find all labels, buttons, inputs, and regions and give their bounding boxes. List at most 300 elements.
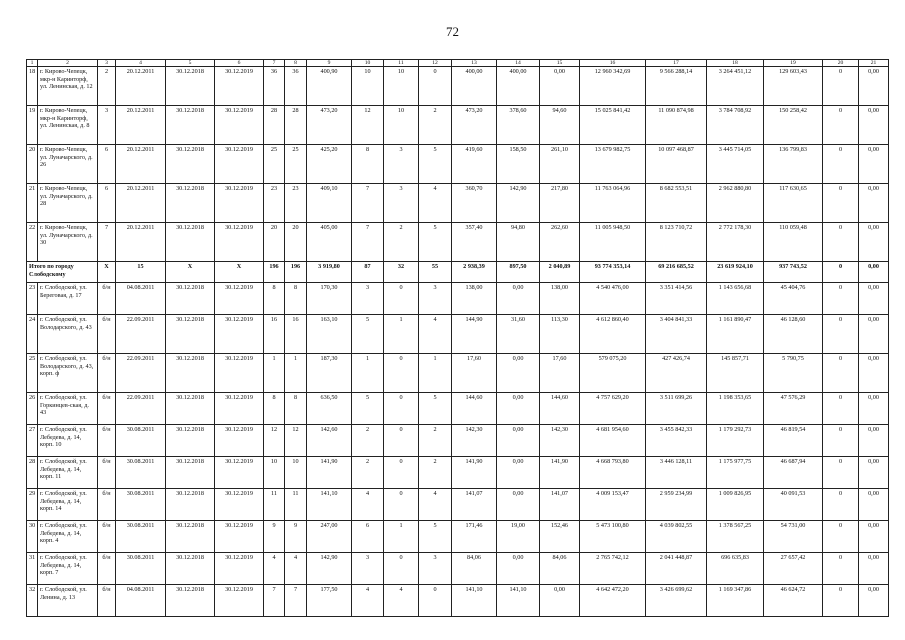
table-cell: 3 — [98, 106, 116, 145]
table-cell: 1 — [384, 315, 419, 354]
table-cell: б/н — [98, 315, 116, 354]
table-cell: 360,70 — [452, 184, 497, 223]
table-cell: 261,10 — [540, 145, 580, 184]
table-cell: 3 351 414,56 — [646, 283, 707, 315]
table-cell: 150 258,42 — [764, 106, 823, 145]
column-number-cell: 18 — [707, 60, 764, 67]
table-cell: 30.12.2018 — [166, 223, 215, 262]
table-cell: 113,30 — [540, 315, 580, 354]
table-cell: 3 445 714,05 — [707, 145, 764, 184]
table-cell: 15 025 841,42 — [580, 106, 646, 145]
table-cell: 30.12.2019 — [215, 393, 264, 425]
table-cell: 30.08.2011 — [116, 553, 166, 585]
table-cell: 0 — [823, 489, 859, 521]
table-cell: б/н — [98, 354, 116, 393]
table-cell: 28 — [264, 106, 285, 145]
table-cell: 2 962 880,80 — [707, 184, 764, 223]
table-cell: 30.08.2011 — [116, 521, 166, 553]
address-cell: г. Слободской, ул. Володарского, д. 43 — [38, 315, 98, 354]
table-cell: 636,50 — [307, 393, 352, 425]
table-cell: 46 819,54 — [764, 425, 823, 457]
table-cell: 0,00 — [859, 106, 889, 145]
table-cell: 138,00 — [540, 283, 580, 315]
table-cell: 23 — [27, 283, 38, 315]
table-cell: 25 — [285, 145, 307, 184]
table-cell: 145 857,71 — [707, 354, 764, 393]
column-number-cell: 16 — [580, 60, 646, 67]
table-cell: 2 765 742,12 — [580, 553, 646, 585]
table-cell: 0,00 — [859, 283, 889, 315]
table-cell: 3 — [352, 283, 384, 315]
table-cell: 1 198 353,65 — [707, 393, 764, 425]
table-cell: 93 774 353,14 — [580, 262, 646, 283]
table-cell: 23 — [264, 184, 285, 223]
table-cell: 4 — [419, 315, 452, 354]
table-cell: 10 — [264, 457, 285, 489]
table-cell: 20.12.2011 — [116, 106, 166, 145]
table-cell: 1 175 977,75 — [707, 457, 764, 489]
table-cell: 141,10 — [497, 585, 540, 617]
table-cell: 0 — [823, 521, 859, 553]
table-cell: 170,30 — [307, 283, 352, 315]
address-cell: г. Слободской, ул. Лебедева, д. 14, корп. 7 — [38, 553, 98, 585]
table-cell: 84,06 — [540, 553, 580, 585]
table-cell: 262,60 — [540, 223, 580, 262]
table-cell: 10 — [384, 67, 419, 106]
column-number-cell: 10 — [352, 60, 384, 67]
table-cell: 30.12.2018 — [166, 315, 215, 354]
table-cell: 0,00 — [859, 223, 889, 262]
table-cell: 0 — [823, 393, 859, 425]
table-cell: 3 446 128,11 — [646, 457, 707, 489]
table-cell: 12 — [285, 425, 307, 457]
table-cell: 5 — [352, 315, 384, 354]
table-cell: 2 — [419, 425, 452, 457]
table-cell: 4 668 793,80 — [580, 457, 646, 489]
column-number-cell: 11 — [384, 60, 419, 67]
table-cell: 20 — [264, 223, 285, 262]
column-number-cell: 3 — [98, 60, 116, 67]
table-cell: 5 — [419, 521, 452, 553]
table-cell: 36 — [285, 67, 307, 106]
table-cell: 0,00 — [497, 489, 540, 521]
table-cell: 4 — [285, 553, 307, 585]
table-cell: 152,46 — [540, 521, 580, 553]
table-cell: 141,90 — [540, 457, 580, 489]
column-number-cell: 2 — [38, 60, 98, 67]
table-cell: 21 — [27, 184, 38, 223]
table-cell: 2 040,89 — [540, 262, 580, 283]
table-cell: 0 — [384, 283, 419, 315]
table-cell: 0,00 — [540, 67, 580, 106]
table-cell: 4 — [352, 585, 384, 617]
table-cell: б/н — [98, 425, 116, 457]
column-number-cell: 8 — [285, 60, 307, 67]
table-cell: 2 — [384, 223, 419, 262]
table-cell: б/н — [98, 489, 116, 521]
table-cell: 579 075,20 — [580, 354, 646, 393]
table-cell: 0 — [384, 457, 419, 489]
table-cell: 13 679 982,75 — [580, 145, 646, 184]
table-cell: 30.12.2019 — [215, 223, 264, 262]
table-cell: 36 — [264, 67, 285, 106]
table-cell: 2 — [419, 106, 452, 145]
table-cell: 25 — [264, 145, 285, 184]
table-cell: 0,00 — [859, 315, 889, 354]
table-cell: 1 143 656,68 — [707, 283, 764, 315]
table-cell: 22.09.2011 — [116, 354, 166, 393]
table-cell: 11 090 874,98 — [646, 106, 707, 145]
table-cell: 30.12.2018 — [166, 106, 215, 145]
table-cell: 0,00 — [497, 425, 540, 457]
table-cell: 0 — [384, 354, 419, 393]
table-cell: 0,00 — [859, 145, 889, 184]
address-cell: г. Кирово-Чепецк, ул. Луначарского, д. 26 — [38, 145, 98, 184]
table-row — [27, 425, 889, 457]
table-cell: 20.12.2011 — [116, 223, 166, 262]
column-number-row — [27, 60, 889, 67]
table-cell: 196 — [264, 262, 285, 283]
table-cell: 2 — [352, 425, 384, 457]
table-cell: 11 763 064,96 — [580, 184, 646, 223]
table-cell: 0 — [823, 223, 859, 262]
table-cell: 4 — [419, 489, 452, 521]
table-cell: 3 — [384, 184, 419, 223]
table-cell: 419,60 — [452, 145, 497, 184]
address-cell: г. Слободской, ул. Лебедева, д. 14, корп. 14 — [38, 489, 98, 521]
table-cell: 30.12.2019 — [215, 354, 264, 393]
table-cell: 0 — [823, 106, 859, 145]
table-cell: 5 — [419, 393, 452, 425]
table-cell: 4 — [384, 585, 419, 617]
table-cell: 28 — [285, 106, 307, 145]
table-cell: 378,60 — [497, 106, 540, 145]
table-cell: 1 169 347,86 — [707, 585, 764, 617]
table-cell: 7 — [98, 223, 116, 262]
table-cell: 30.12.2018 — [166, 67, 215, 106]
table-cell: 0 — [823, 283, 859, 315]
table-cell: 55 — [419, 262, 452, 283]
table-cell: 3 — [384, 145, 419, 184]
table-cell: 1 009 826,95 — [707, 489, 764, 521]
table-cell: 30.12.2018 — [166, 457, 215, 489]
table-cell: 4 — [264, 553, 285, 585]
table-cell: 29 — [27, 489, 38, 521]
table-cell: 7 — [352, 223, 384, 262]
table-cell: б/н — [98, 553, 116, 585]
table-cell: 8 — [285, 283, 307, 315]
table-cell: 94,80 — [497, 223, 540, 262]
table-cell: 10 097 468,87 — [646, 145, 707, 184]
table-cell: 425,20 — [307, 145, 352, 184]
table-cell: 7 — [285, 585, 307, 617]
table-cell: 0 — [823, 354, 859, 393]
table-cell: 141,10 — [452, 585, 497, 617]
table-cell: 142,90 — [497, 184, 540, 223]
table-row — [27, 489, 889, 521]
table-cell: 20.12.2011 — [116, 184, 166, 223]
table-cell: 1 179 292,73 — [707, 425, 764, 457]
table-cell: 400,00 — [497, 67, 540, 106]
table-cell: 0,00 — [859, 489, 889, 521]
table-row — [27, 393, 889, 425]
table-cell: 30.08.2011 — [116, 489, 166, 521]
table-row — [27, 354, 889, 393]
table-cell: 1 — [264, 354, 285, 393]
table-cell: 30 — [27, 521, 38, 553]
table-cell: 117 630,65 — [764, 184, 823, 223]
table-cell: 20 — [285, 223, 307, 262]
table-cell: Х — [215, 262, 264, 283]
address-cell: г. Слободской, ул. Горкинцев-ская, д. 43 — [38, 393, 98, 425]
table-cell: 0 — [823, 262, 859, 283]
table-cell: 30.12.2018 — [166, 585, 215, 617]
table-cell: 0 — [384, 489, 419, 521]
table-cell: 30.12.2019 — [215, 425, 264, 457]
column-number-cell: 4 — [116, 60, 166, 67]
column-number-cell: 5 — [166, 60, 215, 67]
address-cell: г. Слободской, ул. Володарского, д. 43, корп. ф — [38, 354, 98, 393]
table-cell: 7 — [264, 585, 285, 617]
table-cell: 20 — [27, 145, 38, 184]
address-cell: г. Кирово-Чепецк, мкр-н Каринторф, ул. Ленинская, д. 12 — [38, 67, 98, 106]
table-cell: 7 — [352, 184, 384, 223]
table-cell: 0,00 — [859, 425, 889, 457]
table-cell: 409,10 — [307, 184, 352, 223]
table-cell: 22.09.2011 — [116, 393, 166, 425]
table-cell: 46 624,72 — [764, 585, 823, 617]
table-cell: 84,06 — [452, 553, 497, 585]
table-cell: 12 960 342,69 — [580, 67, 646, 106]
table-cell: 23 619 924,10 — [707, 262, 764, 283]
column-number-cell: 7 — [264, 60, 285, 67]
table-cell: 0 — [823, 315, 859, 354]
table-cell: 0,00 — [859, 521, 889, 553]
table-cell: 0,00 — [859, 553, 889, 585]
address-cell: г. Слободской, ул. Лебедева, д. 14, корп. 10 — [38, 425, 98, 457]
table-cell: 19,00 — [497, 521, 540, 553]
table-cell: 30.12.2019 — [215, 521, 264, 553]
table-cell: 5 790,75 — [764, 354, 823, 393]
table-cell: 40 091,53 — [764, 489, 823, 521]
table-cell: 247,00 — [307, 521, 352, 553]
table-cell: 20.12.2011 — [116, 67, 166, 106]
table-cell: 87 — [352, 262, 384, 283]
table-cell: 45 404,76 — [764, 283, 823, 315]
table-cell: 16 — [285, 315, 307, 354]
table-cell: 4 757 629,20 — [580, 393, 646, 425]
table-cell: 141,90 — [452, 457, 497, 489]
table-cell: 0,00 — [497, 354, 540, 393]
table-cell: 30.12.2018 — [166, 489, 215, 521]
table-cell: 4 — [419, 184, 452, 223]
table-cell: 30.12.2018 — [166, 145, 215, 184]
column-number-cell: 19 — [764, 60, 823, 67]
table-row — [27, 106, 889, 145]
table-cell: 46 128,60 — [764, 315, 823, 354]
table-cell: 0,00 — [497, 393, 540, 425]
table-cell: 0 — [384, 553, 419, 585]
table-cell: 15 — [116, 262, 166, 283]
table-cell: 0 — [823, 457, 859, 489]
table-cell: 0 — [823, 585, 859, 617]
table-cell: 9 566 288,14 — [646, 67, 707, 106]
table-cell: 4 642 472,20 — [580, 585, 646, 617]
table-cell: 141,07 — [452, 489, 497, 521]
table-row — [27, 521, 889, 553]
table-cell: 8 — [285, 393, 307, 425]
column-number-cell: 20 — [823, 60, 859, 67]
table-cell: 47 576,29 — [764, 393, 823, 425]
table-cell: 400,00 — [452, 67, 497, 106]
column-number-cell: 14 — [497, 60, 540, 67]
table-row — [27, 223, 889, 262]
table-cell: 17,60 — [452, 354, 497, 393]
table-cell: 19 — [27, 106, 38, 145]
address-cell: г. Кирово-Чепецк, ул. Луначарского, д. 30 — [38, 223, 98, 262]
table-cell: 10 — [352, 67, 384, 106]
table-cell: 8 — [352, 145, 384, 184]
column-number-cell: 15 — [540, 60, 580, 67]
table-cell: 0 — [823, 553, 859, 585]
table-cell: 217,80 — [540, 184, 580, 223]
table-cell: 32 — [384, 262, 419, 283]
table-cell: 9 — [264, 521, 285, 553]
table-cell: 163,10 — [307, 315, 352, 354]
table-cell: 3 919,80 — [307, 262, 352, 283]
table-cell: 4 009 153,47 — [580, 489, 646, 521]
table-cell: 937 743,52 — [764, 262, 823, 283]
table-cell: 6 — [98, 184, 116, 223]
table-cell: 10 — [384, 106, 419, 145]
table-row — [27, 67, 889, 106]
table-cell: 30.12.2019 — [215, 457, 264, 489]
table-row — [27, 585, 889, 617]
table-cell: 400,90 — [307, 67, 352, 106]
table-cell: 3 — [419, 553, 452, 585]
table-cell: 30.12.2019 — [215, 145, 264, 184]
table-cell: 142,30 — [452, 425, 497, 457]
table-cell: 427 426,74 — [646, 354, 707, 393]
table-cell: 4 039 802,55 — [646, 521, 707, 553]
address-cell: г. Слободской, ул. Лебедева, д. 14, корп. 11 — [38, 457, 98, 489]
table-cell: 0 — [823, 425, 859, 457]
table-cell: 0,00 — [859, 354, 889, 393]
table-cell: 5 — [419, 145, 452, 184]
table-cell: 1 — [419, 354, 452, 393]
table-row — [27, 145, 889, 184]
table-cell: 1 — [285, 354, 307, 393]
table-body — [27, 60, 889, 617]
table-cell: 5 473 100,80 — [580, 521, 646, 553]
page-number: 72 — [446, 24, 459, 39]
table-cell: 1 — [384, 521, 419, 553]
table-cell: 2 — [98, 67, 116, 106]
address-cell: г. Слободской, ул. Ленина, д. 13 — [38, 585, 98, 617]
table-cell: 8 682 553,51 — [646, 184, 707, 223]
table-cell: 0,00 — [859, 393, 889, 425]
table-cell: 2 041 448,87 — [646, 553, 707, 585]
table-cell: 16 — [264, 315, 285, 354]
table-cell: 30.12.2018 — [166, 425, 215, 457]
column-number-cell: 13 — [452, 60, 497, 67]
table-cell: 141,10 — [307, 489, 352, 521]
table-cell: 30.12.2018 — [166, 354, 215, 393]
table-cell: б/н — [98, 393, 116, 425]
table-cell: 0 — [823, 67, 859, 106]
table-cell: 25 — [27, 354, 38, 393]
table-cell: 30.12.2018 — [166, 184, 215, 223]
table-cell: 0,00 — [859, 585, 889, 617]
table-cell: 6 — [98, 145, 116, 184]
table-cell: 0 — [419, 585, 452, 617]
table-cell: 10 — [285, 457, 307, 489]
table-cell: 141,90 — [307, 457, 352, 489]
table-cell: 0,00 — [497, 457, 540, 489]
table-cell: 23 — [285, 184, 307, 223]
table-cell: б/н — [98, 521, 116, 553]
table-cell: 2 959 234,99 — [646, 489, 707, 521]
table-cell: 30.12.2018 — [166, 393, 215, 425]
table-cell: 405,00 — [307, 223, 352, 262]
table-cell: 30.12.2019 — [215, 283, 264, 315]
table-row — [27, 184, 889, 223]
column-number-cell: 6 — [215, 60, 264, 67]
table-cell: 473,20 — [307, 106, 352, 145]
total-row — [27, 262, 889, 283]
column-number-cell: 1 — [27, 60, 38, 67]
column-number-cell: 17 — [646, 60, 707, 67]
table-cell: 0,00 — [540, 585, 580, 617]
table-cell: 0 — [419, 67, 452, 106]
table-cell: 30.12.2018 — [166, 553, 215, 585]
table-cell: 2 938,39 — [452, 262, 497, 283]
table-cell: 0,00 — [497, 283, 540, 315]
table-cell: 32 — [27, 585, 38, 617]
table-cell: 129 603,43 — [764, 67, 823, 106]
table-cell: 30.12.2019 — [215, 553, 264, 585]
table-cell: 26 — [27, 393, 38, 425]
table-cell: 30.12.2019 — [215, 106, 264, 145]
table-cell: 0,00 — [859, 184, 889, 223]
table-cell: 30.12.2019 — [215, 184, 264, 223]
table-cell: 46 687,94 — [764, 457, 823, 489]
table-cell: 110 059,48 — [764, 223, 823, 262]
total-label: Итого по городу Слободскому — [27, 262, 98, 283]
table-cell: 8 — [264, 393, 285, 425]
table-cell: 30.12.2019 — [215, 585, 264, 617]
table-cell: 897,50 — [497, 262, 540, 283]
table-cell: 11 — [285, 489, 307, 521]
table-cell: 187,30 — [307, 354, 352, 393]
table-cell: 144,60 — [452, 393, 497, 425]
table-cell: 11 005 948,50 — [580, 223, 646, 262]
table-cell: 8 — [264, 283, 285, 315]
table-cell: 8 123 710,72 — [646, 223, 707, 262]
table-cell: 17,60 — [540, 354, 580, 393]
table-cell: 473,20 — [452, 106, 497, 145]
table-cell: 1 161 890,47 — [707, 315, 764, 354]
table-cell: 54 731,00 — [764, 521, 823, 553]
column-number-cell: 12 — [419, 60, 452, 67]
table-cell: 0,00 — [859, 262, 889, 283]
table-cell: 3 455 842,33 — [646, 425, 707, 457]
table-cell: 2 — [419, 457, 452, 489]
address-cell: г. Слободской, ул. Береговая, д. 17 — [38, 283, 98, 315]
table-cell: 04.08.2011 — [116, 585, 166, 617]
table-cell: 142,30 — [540, 425, 580, 457]
data-table — [26, 59, 889, 617]
